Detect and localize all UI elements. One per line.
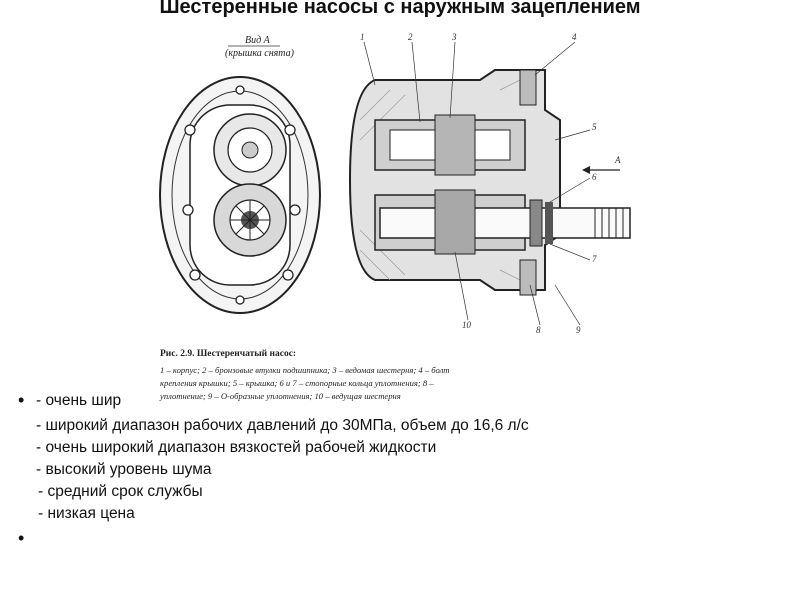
slide-title: Шестеренные насосы с наружным зацеплением: [159, 0, 641, 18]
callout-9: 9: [576, 325, 581, 335]
callout-1: 1: [360, 32, 365, 42]
end-view: [160, 77, 320, 313]
figure-caption: [160, 348, 640, 403]
bullet-glyph-empty: •: [18, 528, 25, 548]
bullet-item: - очень широкий диапазон вязкостей рабочей жидкости: [36, 439, 437, 456]
callout-5: 5: [592, 122, 597, 132]
section-view: [350, 32, 630, 335]
pump-figure: [150, 30, 650, 410]
view-sublabel: (крышка снята): [225, 48, 294, 59]
callout-3: 3: [452, 32, 457, 42]
caption-line: уплотнение; 9 – О-образные уплотнения; 10 – ведущая шестерня: [160, 391, 401, 401]
bullet-item: - средний срок службы: [38, 483, 203, 500]
bullet-item: - очень шир: [36, 392, 122, 409]
bullet-item: - широкий диапазон рабочих давлений до 30МПа, объем до 16,6 л/с: [36, 417, 529, 434]
caption-line: 1 – корпус; 2 – бронзовые втулки подшипника; 3 – ведомая шестерня; 4 – болт: [160, 365, 450, 375]
callout-6: 6: [592, 172, 597, 182]
caption-line: крепления крышки; 5 – крышка; 6 и 7 – стопорные кольца уплотнения; 8 –: [160, 378, 434, 388]
callout-2: 2: [408, 32, 413, 42]
arrow-a-label: А: [615, 155, 621, 165]
bullet-item: - высокий уровень шума: [36, 461, 212, 478]
pump-drawing: [150, 30, 650, 340]
bullet-glyph: •: [18, 390, 25, 410]
callout-10: 10: [462, 320, 471, 330]
callout-4: 4: [572, 32, 577, 42]
caption-title: Рис. 2.9. Шестеренчатый насос:: [160, 349, 297, 359]
view-label: Вид А: [245, 35, 270, 46]
bullet-item: - низкая цена: [38, 505, 135, 522]
callout-7: 7: [592, 254, 597, 264]
callout-8: 8: [536, 325, 541, 335]
